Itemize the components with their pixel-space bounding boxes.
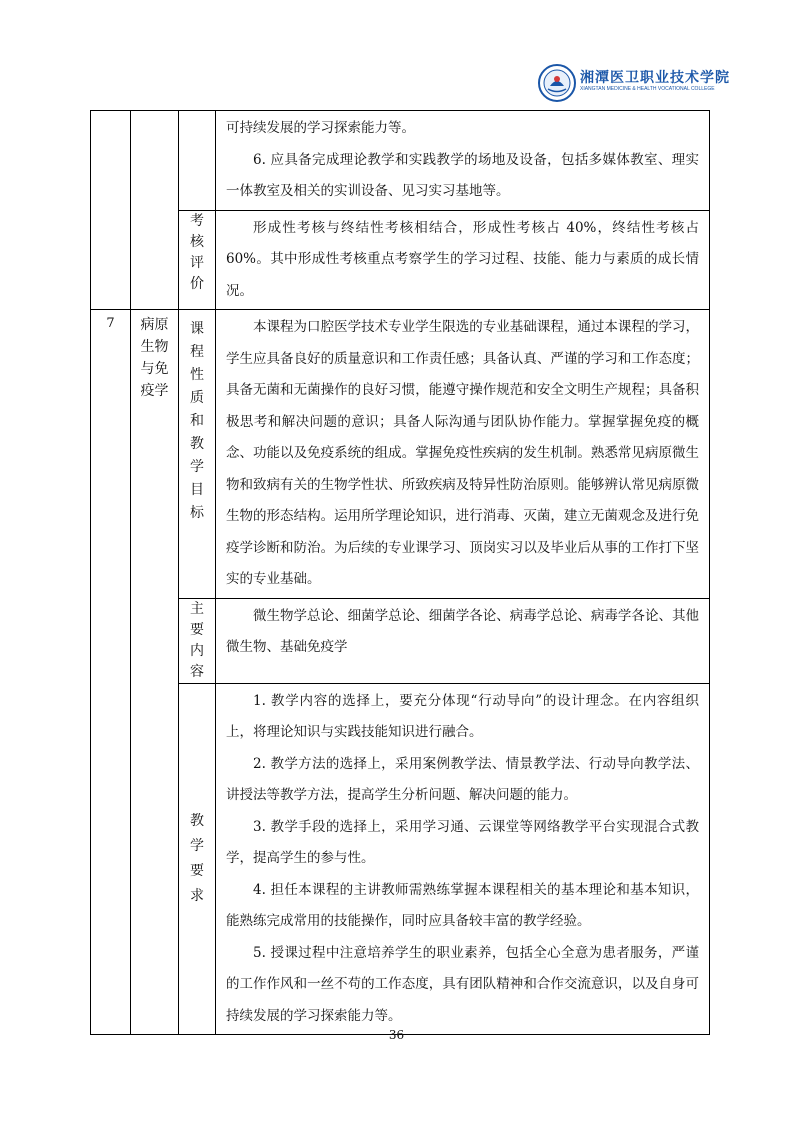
course-number: 7 — [91, 310, 131, 1035]
course-nature-text-cell — [216, 310, 710, 599]
teaching-req-item: 4. 担任本课程的主讲教师需熟练掌握本课程相关的基本理论和基本知识，能熟练完成常用的技能操作，同时应具备较丰富的教学经验。 — [226, 881, 699, 929]
table-row-course-7-requirements — [91, 683, 710, 1035]
prev-teaching-req-cell — [216, 111, 710, 211]
college-emblem-icon — [538, 64, 576, 102]
assessment-label: 考 核 评 价 — [179, 210, 216, 310]
course-nature-text: 本课程为口腔医学技术专业学生限选的专业基础课程，通过本课程的学习，学生应具备良好的质量意识和工作责任感；具备认真、严谨的学习和工作态度；具备无菌和无菌操作的良好习惯，能遵守操作规范和安全文明生产规程；具备积极思考和解决问题的意识；具备人际沟通与团队协作能力。掌握掌握免疫的概念、功能以及免疫系统的组成。掌握免疫性疾病的发生机制。熟悉常见病原微生物和致病有关的生物学性状、所致疾病及特异性防治原则。能够辨认常见病原微生物的形态结构。运用所学理论知识，进行消毒、灭菌，建立无菌观念及进行免疫学诊断和防治。为后续的专业课学习、顶岗实习以及毕业后从事的工作打下坚实的专业基础。 — [226, 319, 699, 587]
assessment-text: 形成性考核与终结性考核相结合，形成性考核占 40%，终结性考核占 60%。其中形成性考核重点考察学生的学习过程、技能、能力与素质的成长情况。 — [226, 219, 699, 299]
assessment-text-cell — [216, 210, 710, 310]
main-content-text: 微生物学总论、细菌学总论、细菌学各论、病毒学总论、病毒学各论、其他微生物、基础免疫学 — [226, 607, 699, 655]
teaching-req-label: 教 学 要 求 — [179, 683, 216, 1035]
table-row-prev-teaching-req — [91, 111, 710, 211]
teaching-req-text-cell — [216, 683, 710, 1035]
logo-chinese-name: 湘潭医卫职业技术学院 — [580, 70, 730, 86]
main-content-label: 主 要 内 容 — [179, 598, 216, 683]
curriculum-table — [90, 110, 710, 1035]
teaching-req-item: 2. 教学方法的选择上，采用案例教学法、情景教学法、行动导向教学法、讲授法等教学方法，提高学生分析问题、解决问题的能力。 — [226, 755, 699, 803]
prev-req-tail: 可持续发展的学习探索能力等。 — [226, 120, 415, 136]
college-logo — [538, 64, 730, 108]
logo-english-name: XIANGTAN MEDICINE & HEALTH VOCATIONAL COLLEGE — [580, 86, 715, 92]
main-content-text-cell — [216, 598, 710, 683]
teaching-req-item: 5. 授课过程中注意培养学生的职业素养，包括全心全意为患者服务，严谨的工作作风和一丝不苟的工作态度，具有团队精神和合作交流意识，以及自身可持续发展的学习探索能力等。 — [226, 944, 699, 1024]
page-number: 36 — [388, 1028, 405, 1042]
prev-req-item-6: 6. 应具备完成理论教学和实践教学的场地及设备，包括多媒体教室、理实一体教室及相关的实训设备、见习实习基地等。 — [226, 151, 699, 199]
course-nature-label: 课 程 性 质 和 教 学 目 标 — [179, 310, 216, 599]
prev-number-cell — [91, 111, 131, 310]
course-name: 病原 生物 与免 疫学 — [131, 310, 179, 1035]
teaching-req-item: 3. 教学手段的选择上，采用学习通、云课堂等网络教学平台实现混合式教学，提高学生的参与性。 — [226, 818, 699, 866]
table-row-course-7-nature — [91, 310, 710, 599]
table-row-prev-assessment — [91, 210, 710, 310]
table-row-course-7-content — [91, 598, 710, 683]
teaching-req-item: 1. 教学内容的选择上，要充分体现“行动导向”的设计理念。在内容组织上，将理论知识与实践技能知识进行融合。 — [226, 692, 699, 740]
prev-req-label-cell — [179, 111, 216, 211]
prev-name-cell — [131, 111, 179, 310]
